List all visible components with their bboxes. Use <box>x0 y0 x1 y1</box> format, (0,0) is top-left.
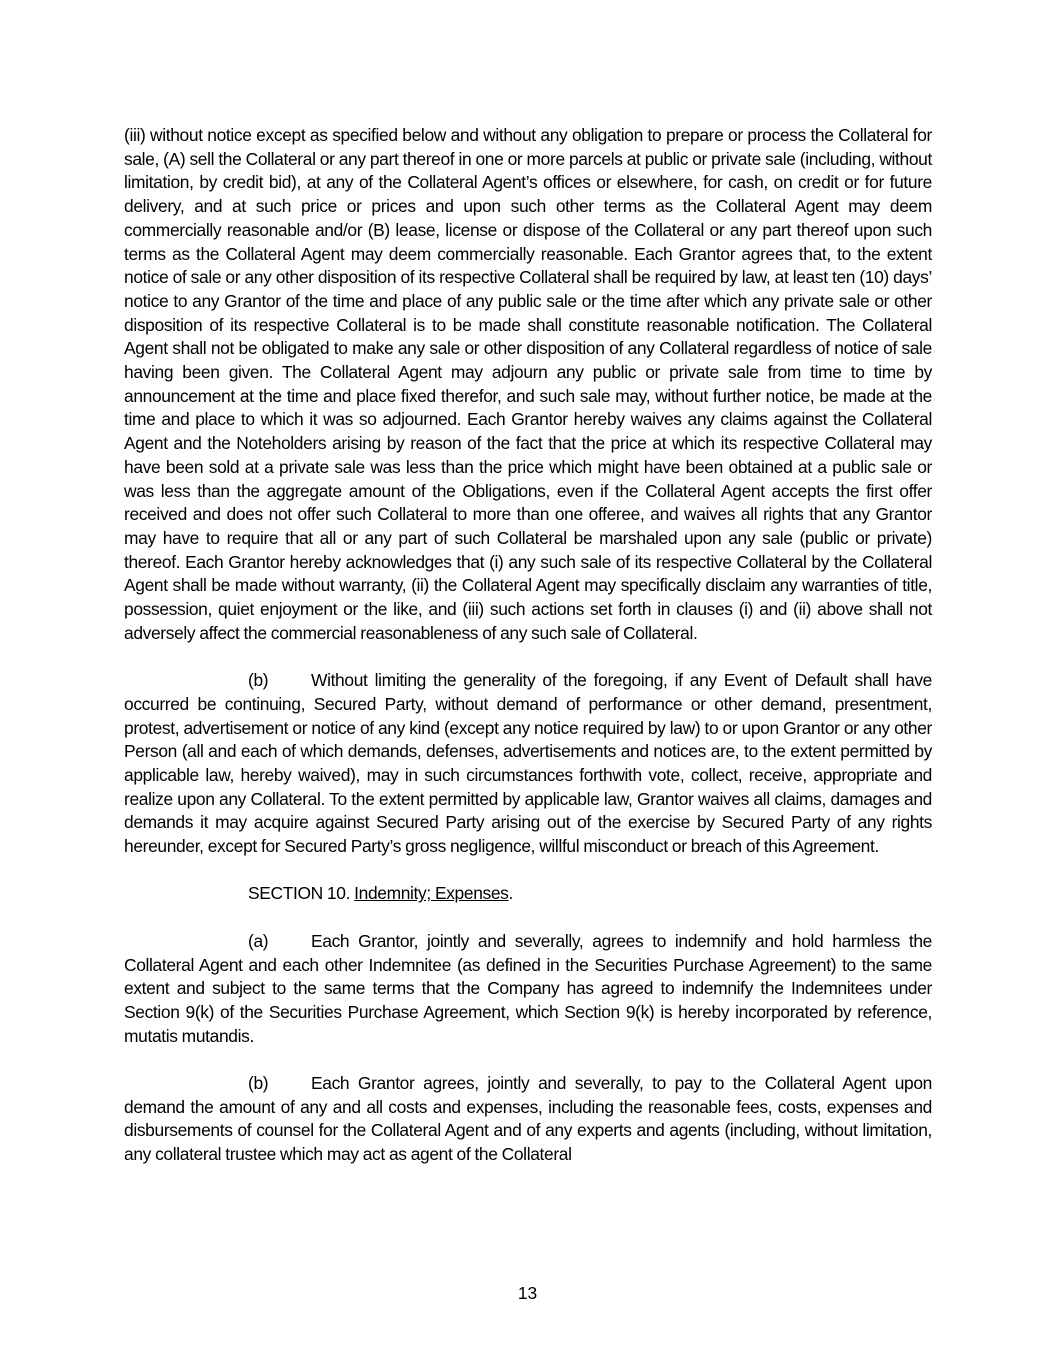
section-heading <box>124 882 932 906</box>
section-title-period: . <box>508 883 514 904</box>
paragraph-label: (b) <box>248 670 269 691</box>
paragraph-b-no-limitation <box>124 669 932 859</box>
paragraph-text: Each Grantor agrees, jointly and severally, to pay to the Collateral Agent upon demand the amount of any and all costs and expenses, including the reasonable fees, costs, expenses and disbursements of counsel for the Collateral Agent and of any experts and agents (including, without limitation, any collateral trustee which may act as agent of the Collateral <box>124 1073 932 1165</box>
paragraph-text: Without limiting the generality of the foregoing, if any Event of Default shall have occurred be continuing, Secured Party, without demand of performance or other demand, presentment, protest, advertisement or notice of any kind (except any notice required by law) to or upon Grantor or any other Person (all and each of which demands, defenses, advertisements and notices are, to the extent permitted by applicable law, hereby waived), may in such circumstances forthwith vote, collect, receive, appropriate and realize upon any Collateral. To the extent permitted by applicable law, Grantor waives all claims, damages and demands it may acquire against Secured Party arising out of the exercise by Secured Party of any rights hereunder, except for Secured Party’s gross negligence, willful misconduct or breach of this Agreement. <box>124 670 932 857</box>
paragraph-a-indemnity <box>124 930 932 1049</box>
paragraph-b-expenses <box>124 1072 932 1167</box>
paragraph-remedies-iii: (iii) without notice except as specified below and without any obligation to prepare or process the Collateral for sale, (A) sell the Collateral or any part thereof in one or more parcels at public or private sale (including, without limitation, by credit bid), at any of the Collateral Agent’s offices or elsewhere, for cash, on credit or for future delivery, and at such price or prices and upon such other terms as the Collateral Agent may deem commercially reasonable and/or (B) lease, license or dispose of the Collateral or any part thereof upon such terms as the Collateral Agent may deem commercially reasonable. Each Grantor agrees that, to the extent notice of sale or any other disposition of its respective Collateral shall be required by law, at least ten (10) days’ notice to any Grantor of the time and place of any public sale or the time after which any private sale or other disposition of its respective Collateral is to be made shall constitute reasonable notification. The Collateral Agent shall not be obligated to make any sale or other disposition of any Collateral regardless of notice of sale having been given. The Collateral Agent may adjourn any public or private sale from time to time by announcement at the time and place fixed therefor, and such sale may, without further notice, be made at the time and place to which it was so adjourned. Each Grantor hereby waives any claims against the Collateral Agent and the Noteholders arising by reason of the fact that the price at which its respective Collateral may have been sold at a private sale was less than the price which might have been obtained at a public sale or was less than the aggregate amount of the Obligations, even if the Collateral Agent accepts the first offer received and does not offer such Collateral to more than one offeree, and waives all rights that any Grantor may have to require that all or any part of such Collateral be marshaled upon any sale (public or private) thereof. Each Grantor hereby acknowledges that (i) any such sale of its respective Collateral by the Collateral Agent shall be made without warranty, (ii) the Collateral Agent may specifically disclaim any warranties of title, possession, quiet enjoyment or the like, and (iii) such actions set forth in clauses (i) and (ii) above shall not adversely affect the commercial reasonableness of any such sale of Collateral. <box>124 125 932 643</box>
section-number: SECTION 10. <box>248 883 355 904</box>
document-body <box>124 124 932 1167</box>
paragraph-label: (a) <box>248 930 269 951</box>
section-title: Indemnity; Expenses <box>354 883 509 904</box>
paragraph-text: Each Grantor, jointly and severally, agrees to indemnify and hold harmless the Collateral Agent and each other Indemnitee (as defined in the Securities Purchase Agreement) to the same extent and subject to the same terms that the Company has agreed to indemnify the Indemnitees under Section 9(k) of the Securities Purchase Agreement, which Section 9(k) is hereby incorporated by reference, mutatis mutandis. <box>124 930 932 1046</box>
paragraph-label: (b) <box>248 1073 269 1094</box>
page-number: 13 <box>517 1283 538 1303</box>
